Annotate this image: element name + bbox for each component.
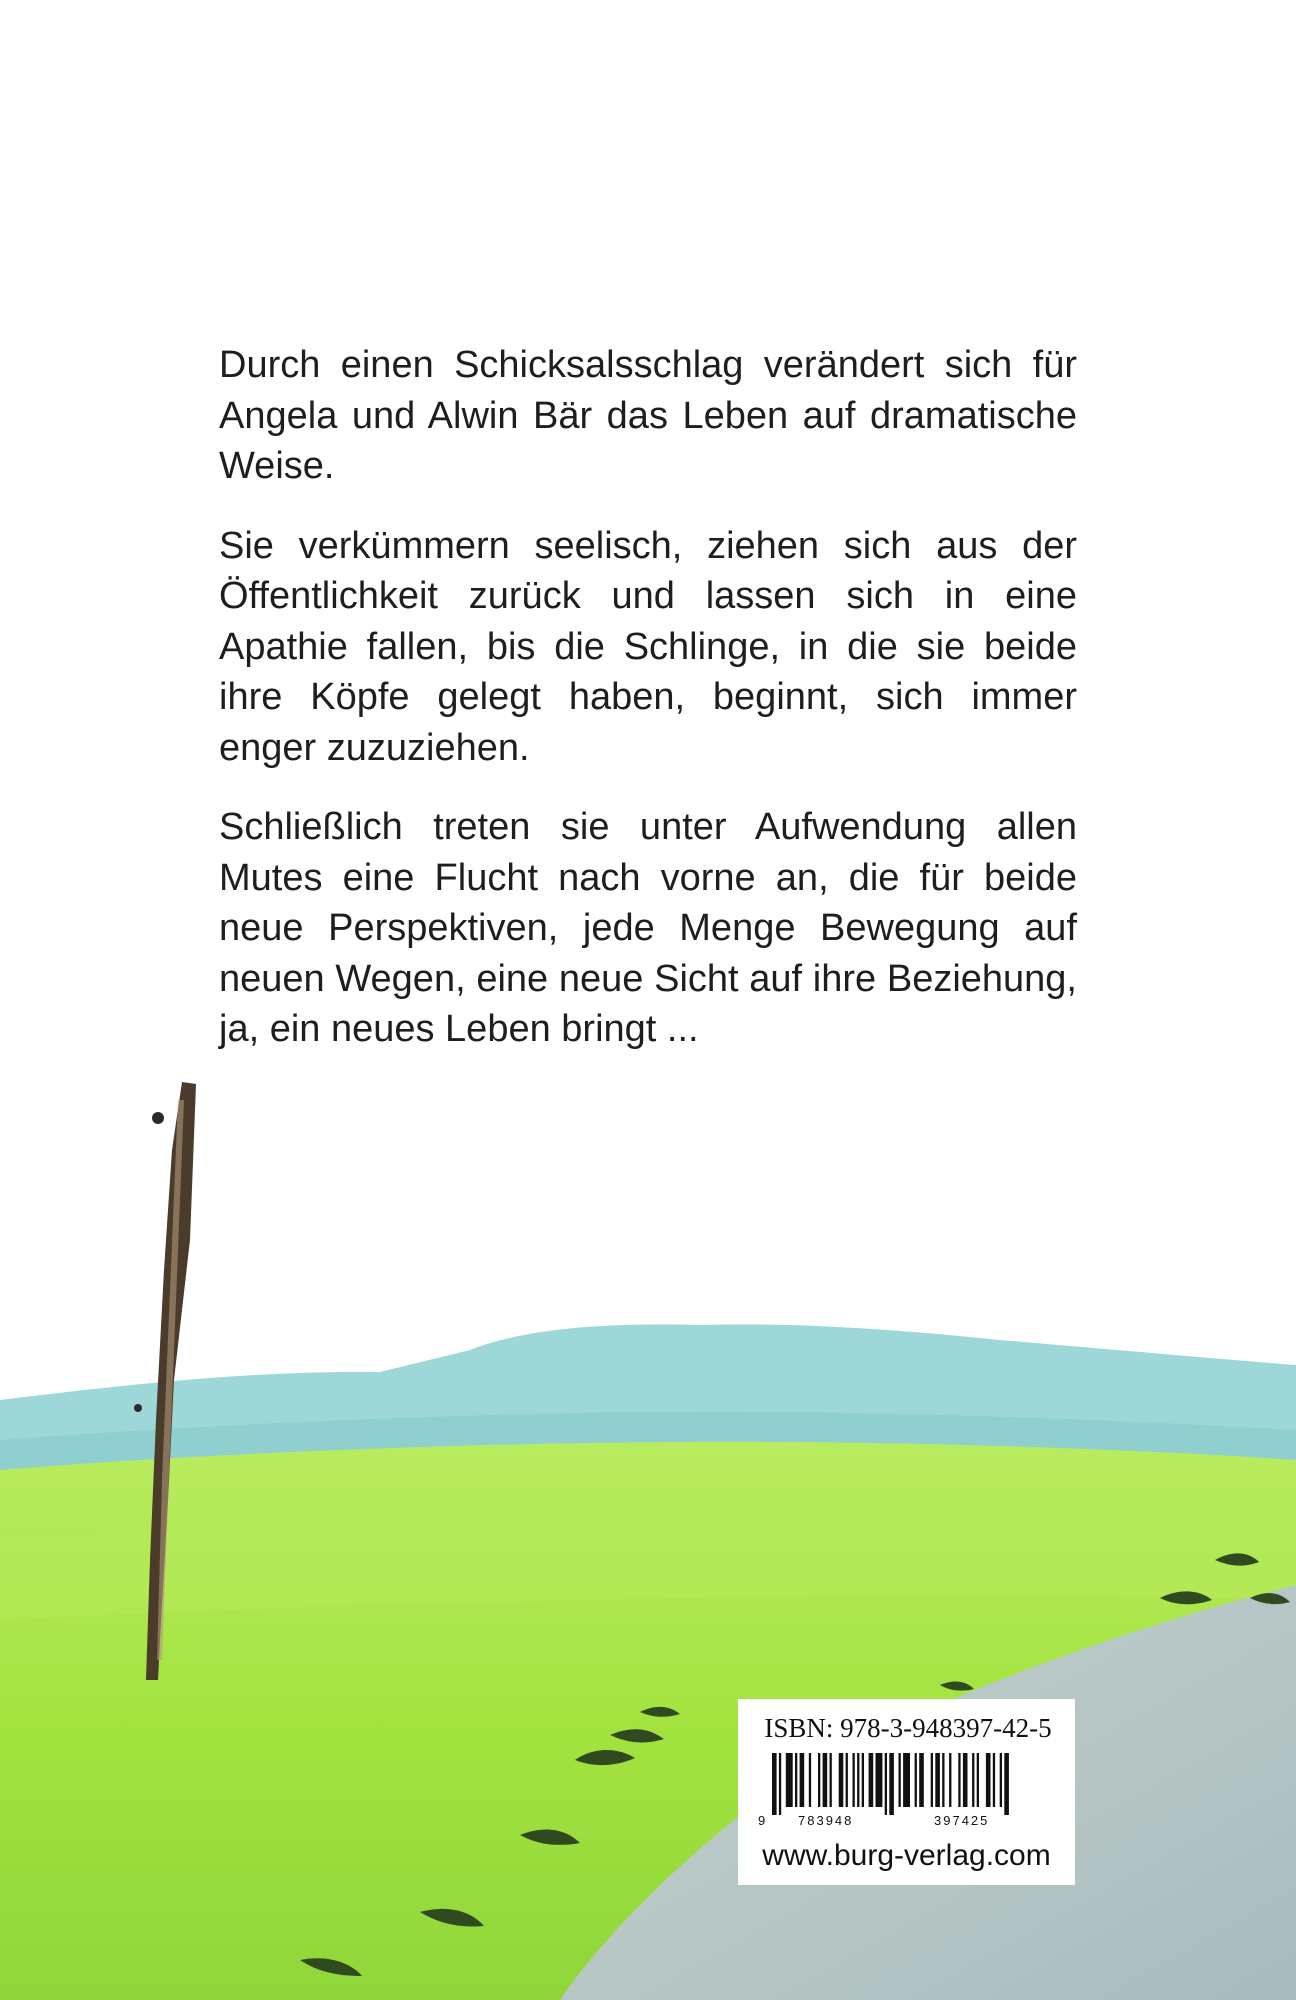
barcode-bar [889, 1753, 894, 1815]
back-cover-blurb [219, 340, 1077, 1084]
barcode-digits-right: 397425 [934, 1813, 990, 1828]
barcode-bar [846, 1753, 848, 1807]
barcode-bar [972, 1753, 974, 1807]
blurb-paragraph: Durch einen Schicksalsschlag verändert sich für Angela und Alwin Bär das Leben auf dramatische Weise. [219, 344, 1077, 487]
barcode-bar [903, 1753, 910, 1807]
barcode-bar [853, 1753, 855, 1807]
barcode-bar [885, 1753, 887, 1815]
barcode-bar [800, 1753, 805, 1807]
blurb-paragraph: Schließlich treten sie unter Aufwendung allen Mutes eine Flucht nach vorne an, die für beide neue Perspektiven, jede Menge Bewegung auf neuen Wegen, eine neue Sicht auf ihre Beziehung, ja, ein neues Leben bringt ... [219, 806, 1077, 1050]
blurb-paragraph: Sie verkümmern seelisch, ziehen sich aus der Öffentlichkeit zurück und lassen sich in eine Apathie fallen, bis die Schlinge, in die sie beide ihre Köpfe gelegt haben, beginnt, sich immer enger zuzuziehen. [219, 524, 1077, 769]
barcode-bar [830, 1753, 832, 1807]
barcode-bar [869, 1753, 874, 1807]
barcode-bar [915, 1753, 917, 1807]
barcode-bar [876, 1753, 883, 1807]
barcode-bar [942, 1753, 944, 1807]
barcode-bar [862, 1753, 864, 1807]
publisher-website: www.burg-verlag.com [762, 1839, 1051, 1872]
barcode-bar [899, 1753, 901, 1807]
barcode-bar [786, 1753, 793, 1807]
barcode-digit-lead: 9 [758, 1813, 768, 1828]
barcode-bar [857, 1753, 859, 1807]
barcode-bar [795, 1753, 797, 1807]
barcode-bar [809, 1753, 811, 1807]
isbn-text: ISBN: 978-3-948397-42-5 [764, 1713, 1052, 1743]
barcode-digits-left: 783948 [798, 1813, 854, 1828]
barcode-bar [818, 1753, 820, 1807]
barcode-bar [993, 1753, 995, 1807]
barcode-bar [1004, 1753, 1009, 1815]
barcode-bar [839, 1753, 844, 1807]
barcode-bar [931, 1753, 933, 1807]
barcode-bar [772, 1753, 777, 1815]
barcode-bar [1000, 1753, 1002, 1807]
barcode-bar [986, 1753, 991, 1807]
barcode-bar [949, 1753, 951, 1807]
isbn-barcode [772, 1753, 1042, 1815]
barcode-label [738, 1699, 1075, 1885]
barcode-bar [963, 1753, 968, 1807]
barcode-bar [935, 1753, 940, 1807]
barcode-bar [958, 1753, 960, 1807]
barcode-bar [977, 1753, 979, 1807]
barcode-bar [779, 1753, 781, 1815]
barcode-bar [919, 1753, 924, 1807]
barcode-bar [823, 1753, 828, 1807]
